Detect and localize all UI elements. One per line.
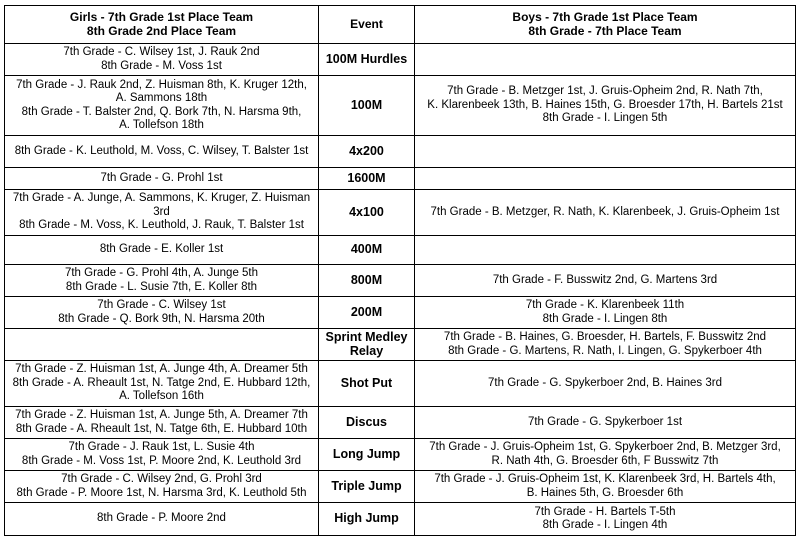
event-cell	[319, 265, 415, 297]
girls-cell	[5, 76, 319, 136]
event-cell	[319, 236, 415, 265]
event-name-line: Shot Put	[340, 375, 393, 390]
girls-result-line: 7th Grade - J. Rauk 1st, L. Susie 4th	[68, 441, 255, 453]
event-name-line: 400M	[350, 242, 383, 257]
girls-result-line: 8th Grade - Q. Bork 9th, N. Harsma 20th	[58, 312, 265, 325]
girls-result-line: 8th Grade - L. Susie 7th, E. Koller 8th	[65, 280, 258, 293]
girls-result-line: 7th Grade - C. Wilsey 1st, J. Rauk 2nd	[63, 46, 260, 58]
boys-result-line: 7th Grade - G. Spykerboer 2nd, B. Haines 3rd	[488, 376, 722, 389]
girls-cell	[5, 297, 319, 329]
boys-result-line: 8th Grade - I. Lingen 5th	[542, 112, 668, 125]
results-body	[5, 44, 796, 536]
table-row	[5, 44, 796, 76]
boys-result-line: R. Nath 4th, G. Broesder 6th, F Busswitz 7th	[491, 454, 719, 467]
boys-cell	[415, 503, 796, 536]
girls-cell	[5, 236, 319, 265]
girls-cell	[5, 407, 319, 439]
event-name-line: Triple Jump	[331, 478, 402, 493]
girls-cell	[5, 329, 319, 361]
boys-cell	[415, 471, 796, 503]
boys-cell	[415, 297, 796, 329]
girls-result-line: 8th Grade - T. Balster 2nd, Q. Bork 7th, N. Harsma 9th,	[21, 105, 302, 118]
table-row	[5, 236, 796, 265]
boys-cell	[415, 76, 796, 136]
girls-result-line: 7th Grade - C. Wilsey 1st	[97, 299, 226, 311]
boys-result-line: 7th Grade - B. Metzger 1st, J. Gruis-Opheim 2nd, R. Nath 7th,	[447, 85, 763, 98]
event-name-line: 1600M	[347, 170, 386, 185]
girls-result-line: 7th Grade - G. Prohl 1st	[100, 171, 223, 184]
event-name-line: 4x100	[349, 204, 384, 219]
girls-result-line: 7th Grade - Z. Huisman 1st, A. Junge 5th, A. Dreamer 7th	[15, 409, 308, 421]
event-cell	[319, 471, 415, 503]
table-row	[5, 76, 796, 136]
girls-result-line: 7th Grade - A. Junge, A. Sammons, K. Kruger, Z. Huisman	[12, 192, 311, 205]
event-cell	[319, 168, 415, 190]
boys-result-line: 8th Grade - I. Lingen 4th	[542, 519, 668, 531]
boys-cell	[415, 361, 796, 407]
event-name-line: High Jump	[334, 511, 399, 526]
event-name-line: Relay	[349, 343, 384, 358]
girls-cell	[5, 361, 319, 407]
girls-result-line: 7th Grade - G. Prohl 4th, A. Junge 5th	[64, 267, 259, 279]
girls-result-line: A. Tollefson 18th	[119, 119, 204, 131]
girls-cell	[5, 439, 319, 471]
boys-result-line: B. Haines 5th, G. Broesder 6th	[526, 486, 684, 499]
girls-result-line: 3rd	[153, 205, 170, 218]
boys-cell	[415, 265, 796, 297]
event-name-line: 100M Hurdles	[325, 51, 408, 66]
event-cell	[319, 329, 415, 361]
girls-result-line: A. Tollefson 16th	[119, 390, 204, 403]
table-row	[5, 190, 796, 236]
event-cell	[319, 297, 415, 329]
boys-cell	[415, 329, 796, 361]
table-row	[5, 361, 796, 407]
boys-result-line: 8th Grade - I. Lingen 8th	[542, 312, 668, 325]
boys-result-line: K. Klarenbeek 13th, B. Haines 15th, G. Broesder 17th, H. Bartels 21st	[427, 98, 783, 111]
event-cell	[319, 361, 415, 407]
event-name-line: 200M	[350, 304, 383, 319]
boys-cell	[415, 44, 796, 76]
girls-result-line: 8th Grade - A. Rheault 1st, N. Tatge 6th, E. Hubbard 10th	[15, 422, 308, 435]
girls-header	[5, 6, 319, 44]
event-cell	[319, 190, 415, 236]
boys-cell	[415, 190, 796, 236]
boys-cell	[415, 236, 796, 265]
table-row	[5, 136, 796, 168]
boys-result-line: 7th Grade - K. Klarenbeek 11th	[525, 299, 685, 311]
event-header	[319, 6, 415, 44]
girls-cell	[5, 471, 319, 503]
event-name-line: 800M	[350, 272, 383, 287]
table-row	[5, 265, 796, 297]
girls-result-line: 8th Grade - A. Rheault 1st, N. Tatge 2nd, E. Hubbard 12th,	[12, 376, 311, 389]
header-row	[5, 6, 796, 44]
girls-result-line: 8th Grade - K. Leuthold, M. Voss, C. Wilsey, T. Balster 1st	[14, 144, 309, 157]
event-name-line: Sprint Medley	[325, 330, 408, 344]
event-cell	[319, 407, 415, 439]
girls-result-line: 8th Grade - M. Voss 1st, P. Moore 2nd, K. Leuthold 3rd	[21, 454, 302, 467]
table-row	[5, 503, 796, 536]
event-cell	[319, 136, 415, 168]
girls-result-line: A. Sammons 18th	[115, 92, 208, 104]
girls-cell	[5, 265, 319, 297]
table-row	[5, 407, 796, 439]
girls-header-line: Girls - 7th Grade 1st Place Team	[69, 10, 254, 24]
girls-result-line: 8th Grade - M. Voss 1st	[101, 59, 222, 72]
girls-cell	[5, 136, 319, 168]
girls-result-line: 8th Grade - M. Voss, K. Leuthold, J. Rauk, T. Balster 1st	[19, 219, 304, 232]
event-name-line: 4x200	[349, 143, 384, 158]
event-name-line: Discus	[346, 414, 387, 429]
girls-header-line: 8th Grade 2nd Place Team	[86, 23, 237, 38]
boys-cell	[415, 168, 796, 190]
event-cell	[319, 503, 415, 536]
table-row	[5, 439, 796, 471]
event-cell	[319, 44, 415, 76]
boys-result-line: 8th Grade - G. Martens, R. Nath, I. Lingen, G. Spykerboer 4th	[448, 344, 762, 357]
event-header-text: Event	[350, 16, 383, 31]
girls-cell	[5, 168, 319, 190]
boys-result-line: 7th Grade - B. Metzger, R. Nath, K. Klarenbeek, J. Gruis-Opheim 1st	[430, 205, 780, 218]
girls-result-line: 8th Grade - P. Moore 1st, N. Harsma 3rd, K. Leuthold 5th	[16, 486, 307, 499]
boys-result-line: 7th Grade - B. Haines, G. Broesder, H. Bartels, F. Busswitz 2nd	[443, 331, 767, 343]
girls-result-line: 7th Grade - Z. Huisman 1st, A. Junge 4th, A. Dreamer 5th	[15, 363, 308, 376]
boys-cell	[415, 439, 796, 471]
results-table	[4, 5, 796, 536]
girls-cell	[5, 190, 319, 236]
boys-result-line: 7th Grade - J. Gruis-Opheim 1st, G. Spykerboer 2nd, B. Metzger 3rd,	[429, 441, 781, 453]
boys-header	[415, 6, 796, 44]
boys-cell	[415, 136, 796, 168]
event-cell	[319, 76, 415, 136]
table-row	[5, 329, 796, 361]
event-name-line: Long Jump	[332, 446, 401, 461]
boys-header-line: Boys - 7th Grade 1st Place Team	[512, 10, 698, 24]
boys-result-line: 7th Grade - G. Spykerboer 1st	[527, 415, 683, 428]
boys-result-line: 7th Grade - J. Gruis-Opheim 1st, K. Klarenbeek 3rd, H. Bartels 4th,	[434, 473, 776, 485]
girls-result-line: 8th Grade - E. Koller 1st	[99, 243, 224, 256]
girls-cell	[5, 44, 319, 76]
table-row	[5, 471, 796, 503]
girls-cell	[5, 503, 319, 536]
table-row	[5, 168, 796, 190]
girls-result-line: 7th Grade - J. Rauk 2nd, Z. Huisman 8th, K. Kruger 12th,	[16, 78, 307, 91]
boys-header-line: 8th Grade - 7th Place Team	[528, 23, 682, 38]
girls-result-line: 8th Grade - P. Moore 2nd	[97, 512, 226, 525]
event-name-line: 100M	[350, 97, 383, 112]
girls-result-line: 7th Grade - C. Wilsey 2nd, G. Prohl 3rd	[61, 473, 262, 485]
boys-cell	[415, 407, 796, 439]
boys-result-line: 7th Grade - H. Bartels T-5th	[534, 505, 676, 518]
boys-result-line: 7th Grade - F. Busswitz 2nd, G. Martens 3rd	[492, 273, 718, 286]
event-cell	[319, 439, 415, 471]
table-row	[5, 297, 796, 329]
